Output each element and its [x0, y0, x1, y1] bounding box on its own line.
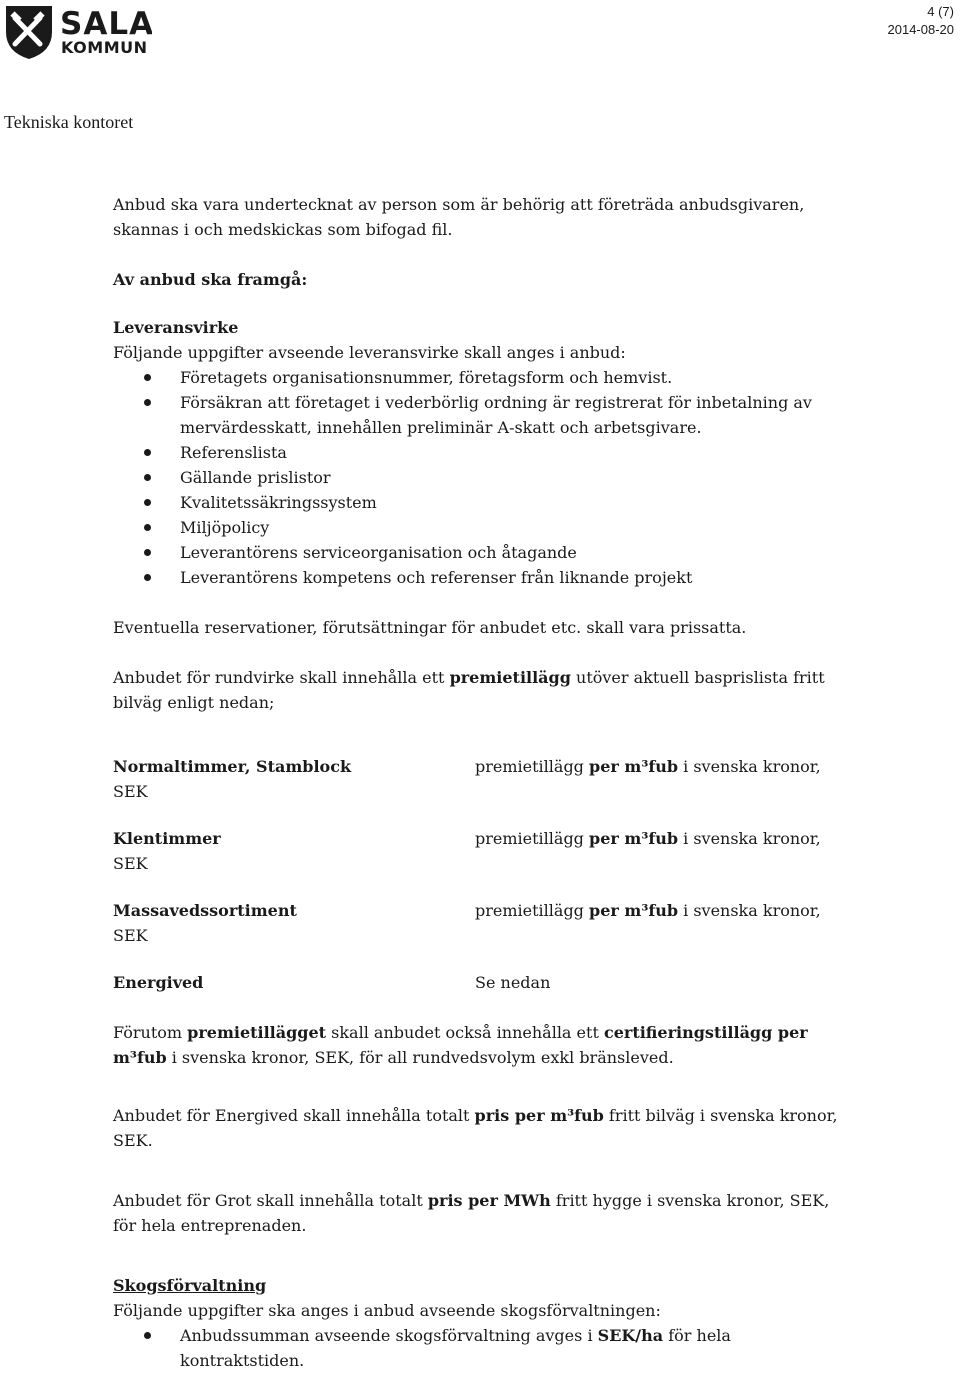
document-body [113, 192, 853, 1373]
assortment-name: Klentimmer [113, 829, 221, 848]
assortment-pricing: premietillägg per m³fub i svenska kronor, [475, 829, 821, 848]
assortment-pricing: premietillägg per m³fub i svenska kronor, [475, 901, 821, 920]
assortment-pricing: Se nedan [475, 973, 551, 992]
list-item: Leverantörens kompetens och referenser från liknande projekt [113, 565, 853, 590]
av-anbud-heading: Av anbud ska framgå: [113, 270, 308, 289]
list-item: Kvalitetssäkringssystem [113, 490, 853, 515]
assortment-row [113, 898, 853, 948]
grot-paragraph: Anbudet för Grot skall innehålla totalt pris per MWh fritt hygge i svenska kronor, SEK, för hela entreprenaden. [113, 1191, 830, 1235]
logo-text-kommun: KOMMUN [61, 38, 148, 57]
list-item: Gällande prislistor [113, 465, 853, 490]
assortment-unit: SEK [113, 782, 148, 801]
sala-kommun-logo [2, 2, 152, 60]
list-item: Miljöpolicy [113, 515, 853, 540]
energived-paragraph: Anbudet för Energived skall innehålla totalt pris per m³fub fritt bilväg i svenska kronor, SEK. [113, 1106, 838, 1150]
skogsforvaltning-heading: Skogsförvaltning [113, 1276, 267, 1295]
skogsforvaltning-lead: Följande uppgifter ska anges i anbud avseende skogsförvaltningen: [113, 1301, 661, 1320]
assortment-row [113, 970, 853, 995]
skogsforvaltning-list [113, 1323, 853, 1373]
reservations-paragraph: Eventuella reservationer, förutsättningar för anbudet etc. skall vara prissatta. [113, 618, 747, 637]
intro-paragraph: Anbud ska vara undertecknat av person som är behörig att företräda anbudsgivaren, skannas i och medskickas som bifogad fil. [113, 195, 805, 239]
assortment-unit: SEK [113, 926, 148, 945]
assortment-name: Massavedssortiment [113, 901, 297, 920]
assortment-name: Energived [113, 973, 204, 992]
page-number: 4 (7) [927, 4, 954, 19]
logo-text-sala: SALA [60, 6, 152, 42]
assortment-name: Normaltimmer, Stamblock [113, 757, 352, 776]
assortment-row [113, 754, 853, 804]
list-item: Försäkran att företaget i vederbörlig ordning är registrerat för inbetalning av mervärdesskatt, innehållen preliminär A-skatt och arbetsgivare. [113, 390, 853, 440]
certifiering-paragraph: Förutom premietillägget skall anbudet också innehålla ett certifieringstillägg per m³fub i svenska kronor, SEK, för all rundvedsvolym exkl bränsleved. [113, 1023, 808, 1067]
list-item: Anbudssumman avseende skogsförvaltning avges i SEK/ha för hela kontraktstiden. [113, 1323, 853, 1373]
assortment-list [113, 754, 853, 995]
leveransvirke-lead: Följande uppgifter avseende leveransvirke skall anges i anbud: [113, 343, 626, 362]
document-date: 2014-08-20 [887, 22, 954, 37]
assortment-row [113, 826, 853, 876]
list-item: Leverantörens serviceorganisation och åtagande [113, 540, 853, 565]
assortment-pricing: premietillägg per m³fub i svenska kronor, [475, 757, 821, 776]
list-item: Referenslista [113, 440, 853, 465]
list-item: Företagets organisationsnummer, företagsform och hemvist. [113, 365, 853, 390]
assortment-unit: SEK [113, 854, 148, 873]
leveransvirke-heading: Leveransvirke [113, 318, 239, 337]
rundvirke-paragraph: Anbudet för rundvirke skall innehålla ett premietillägg utöver aktuell basprislista fritt bilväg enligt nedan; [113, 668, 825, 712]
leveransvirke-list [113, 365, 853, 590]
logo-graphic [2, 2, 152, 60]
department-name: Tekniska kontoret [4, 112, 134, 132]
